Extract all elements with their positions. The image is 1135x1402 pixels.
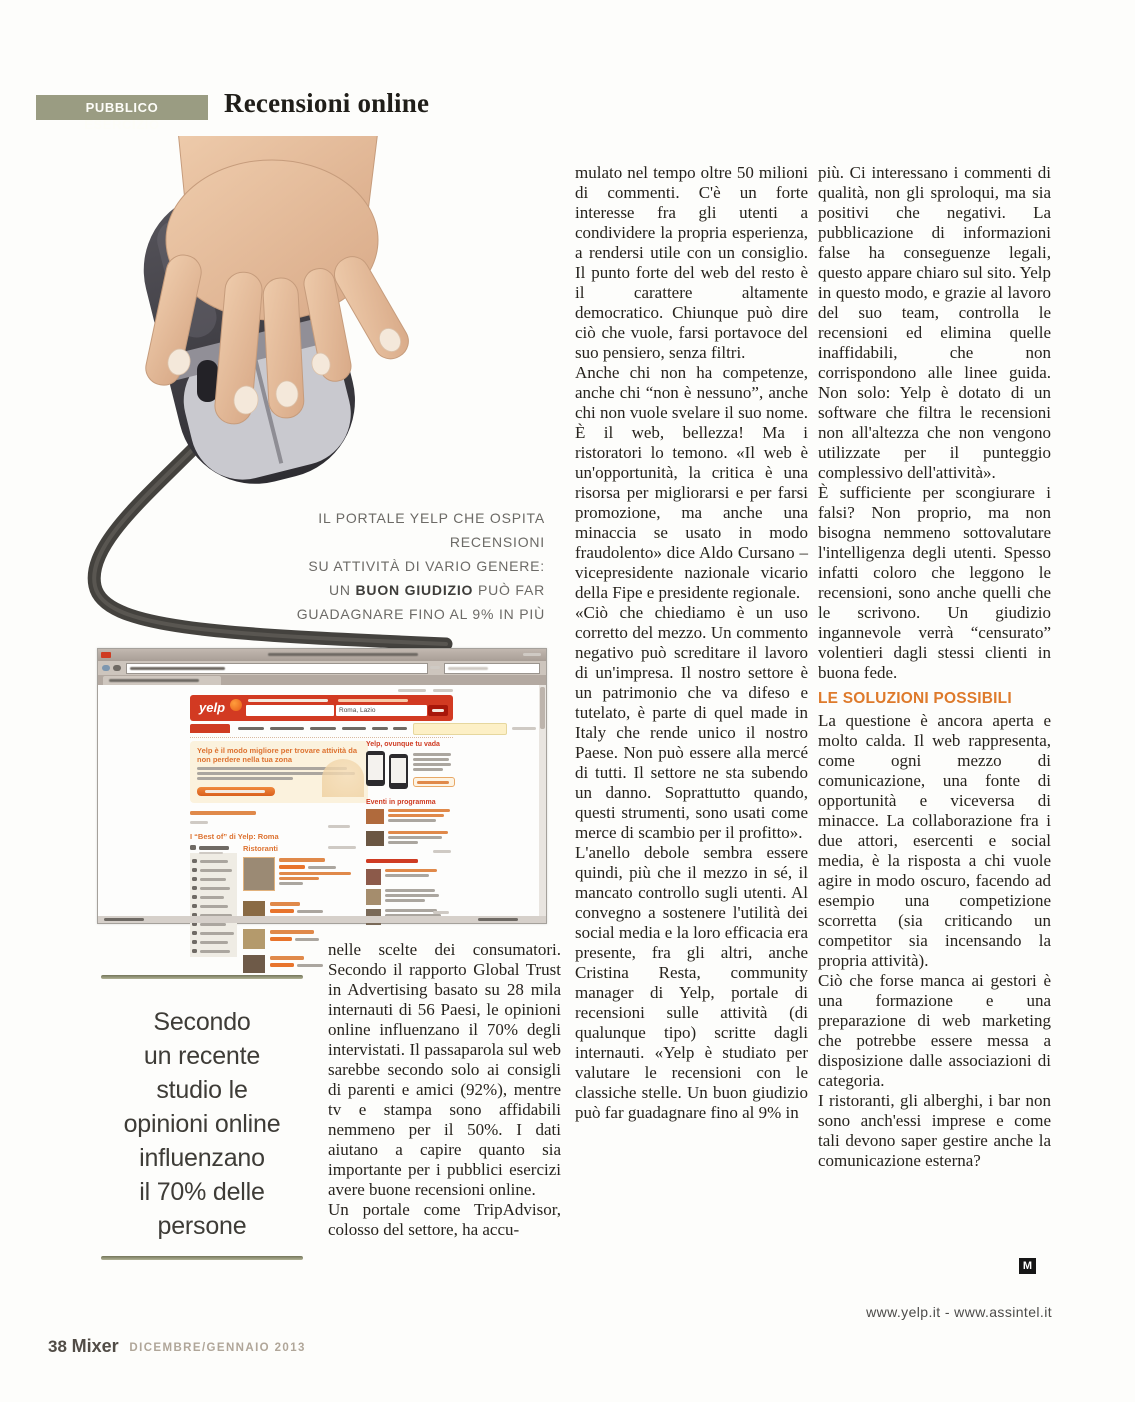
listing-thumbnail [243,857,275,891]
photo-caption [240,506,545,626]
blurred-text [388,831,448,834]
blurred-text [372,727,388,730]
blurred-text [199,846,229,850]
blurred-text [388,841,418,844]
blurred-text [200,932,234,935]
scroll-wheel [197,360,218,402]
blurred-text [512,727,536,730]
blurred-text [270,727,304,730]
blurred-text [268,653,418,656]
blurred-text [130,667,225,670]
pull-quote-rule-top [101,975,303,979]
pull-quote-line: il 70% delle [139,1178,265,1206]
welcome-cta-button [197,787,275,796]
blurred-text [109,679,199,682]
blurred-text [192,940,197,944]
body-paragraph: Anche chi non ha competenze, anche chi “non è nessuno”, anche chi non vuole svelare il suo nome. È il web, bellezza! Ma i ristoratori lo temono. «Il web è un'opportunità, la critica è una risorsa per migliorarsi e per farsi promozione, ma anche una minaccia se usato in modo fraudolento» dice Aldo Cursano – vicepresidente nazionale vicario della Fipe e presidente regionale. [575,363,808,602]
browser-tab [103,676,221,685]
blurred-text [200,950,230,953]
blurred-text [433,911,449,914]
blurred-text [297,964,323,967]
event-thumbnail [366,809,384,824]
blurred-text [113,665,121,671]
blurred-text [192,868,197,872]
blurred-text [190,845,196,850]
blurred-text [270,963,294,967]
caption-line: PUÒ FAR [473,582,545,598]
blurred-text [279,865,305,869]
welcome-illustration [322,759,364,797]
pull-quote-line: persone [157,1212,247,1240]
blurred-text [448,667,488,670]
best-of-heading: I “Best of” di Yelp: Roma [190,832,279,841]
blurred-text [385,909,437,912]
blurred-text [200,923,226,926]
body-paragraph: Un portale come TripAdvisor, colosso del settore, ha accu- [328,1200,561,1239]
blurred-text [192,895,197,899]
pull-quote-line: un recente [143,1042,261,1070]
yelp-welcome-box [190,741,368,803]
blurred-text [308,866,336,869]
events-heading: Eventi in programma [366,799,436,806]
blurred-text [200,878,226,881]
blurred-text [413,763,451,766]
blurred-text [338,699,408,702]
browser-status-bar [98,916,546,923]
yelp-header [190,695,453,721]
blurred-text [388,814,444,817]
blurred-text [200,905,228,908]
browser-tab-bar [98,675,546,685]
section-kicker-badge: PUBBLICO ESERCIZIO [36,95,208,120]
blurred-text [328,825,350,828]
blurred-text [200,887,230,890]
body-paragraph: I ristoranti, gli alberghi, i bar non sono anch'essi imprese e come tali devono saper gestire anche la comunicazione esterna? [818,1091,1051,1170]
listing-thumbnail [243,929,265,949]
blurred-text [432,709,444,712]
blurred-text [310,727,336,730]
yelp-logo: yelp [199,700,226,715]
blurred-text [270,930,314,934]
blurred-text [192,859,197,863]
blurred-text [413,753,451,756]
body-column-1 [328,940,561,1240]
blurred-text [205,790,265,793]
footer-websites: www.yelp.it - www.assintel.it [866,1304,1052,1320]
blurred-text [192,886,197,890]
blurred-text [192,949,197,953]
body-column-3 [818,163,1051,1171]
blurred-text [398,689,426,692]
browser-address-bar [98,661,546,675]
blurred-text [433,689,453,692]
blurred-text [238,727,264,730]
blurred-text [279,872,351,875]
blurred-text [192,877,197,881]
footer-folio [48,1336,306,1358]
blurred-text [279,882,303,885]
body-paragraph: «Ciò che chiediamo è un uso corretto del mezzo. Un commento negativo può screditare il lavoro di un'impresa. Il nostro settore è un patrimonio che va difeso e tutelato, è parte di quel made in Italy che rende unico il nostro Paese. Non può essere alla mercé di tutti. Il settore ne sta subendo un danno. Soprattutto quando, questi strumenti, sono usati come merce di scambio per il profitto». [575,603,808,842]
blurred-text [385,894,439,897]
pull-quote-line: opinioni online [123,1110,281,1138]
blurred-text [192,904,197,908]
reviewer-avatar [366,889,381,905]
blurred-text [199,852,223,854]
blurred-text [388,836,442,839]
page-number: 38 [48,1337,67,1356]
body-paragraph: L'anello debole sembra essere quindi, più che il mezzo in sé, il mancato controllo sugli utenti. Al convegno a sostenere l'utilità dei social media e la loro efficacia era presente, fra gli altri, anche Cristina Resta, community manager di Yelp, portale di recensioni sulle attività (di qualunque tipo) scritte dagli internauti. «Yelp è studiato per valutare le recensioni con le classiche stelle. Un buon giudizio può far guadagnare fino al 9% in [575,843,808,1122]
browser-scrollbar [539,685,546,916]
pull-quote-text [101,1005,303,1243]
blurred-text [270,937,292,941]
left-section-heading [190,811,256,815]
blurred-text [190,821,208,824]
blurred-text [385,899,425,902]
caption-line: SU ATTIVITÀ DI VARIO GENERE: [308,558,545,574]
yelp-location-input: Roma, Lazio [336,705,427,716]
end-of-article-mark: M [1019,1258,1036,1274]
body-paragraph: nelle scelte dei consumatori. Secondo il rapporto Global Trust in Advertising basato su 28 mila internauti di 56 Paesi, le opinioni online influenzano il 70% degli intervistati. Il passaparola sul web sarebbe secondo solo ai consigli di parenti e amici (92%), mentre tv e stampa sono affidabili nemmeno per il 50%. I dati aiutano a capire quanto sia importante per i pubblici esercizi avere buone recensioni online. [328,940,561,1199]
listing-thumbnail [243,955,265,973]
blurred-text [295,938,319,941]
body-paragraph: mulato nel tempo oltre 50 milioni di commenti. C'è un forte interesse fra gli utenti a condividere la propria esperienza, a rendersi utile con un consiglio. Il punto forte del web del resto è il carattere altamente democratico. Chiunque può dire ciò che vuole, farsi portavoce del suo pensiero, senza filtri. [575,163,808,362]
blurred-text [104,918,144,921]
event-thumbnail [366,831,384,846]
pull-quote-rule-bottom [101,1256,303,1260]
issue-date: DICEMBRE/GENNAIO 2013 [129,1342,306,1354]
dotted-divider [190,737,453,738]
yelp-nav-tab-active [190,724,230,733]
caption-line: IL PORTALE YELP CHE OSPITA RECENSIONI [318,510,545,550]
blurred-text [200,896,224,899]
iphone-image [389,754,408,789]
blurred-text [328,846,356,849]
blurred-text [279,858,325,862]
blurred-text [388,809,450,812]
blurred-text [430,666,440,669]
body-paragraph: Ciò che forse manca ai gestori è una formazione e una preparazione di web marketing che potrebbe essere messa a disposizione dalle associazioni di categoria. [818,971,1051,1090]
browser-title-bar [98,649,546,661]
blurred-text [192,931,197,935]
blurred-text [200,869,232,872]
reviewer-avatar [366,869,381,885]
blurred-text [197,777,293,780]
blurred-text [342,727,366,730]
pull-quote-line: Secondo [153,1008,251,1036]
pull-quote [101,975,303,1243]
yelp-burst-icon [230,699,242,711]
blurred-text [248,699,328,702]
address-url-field [126,663,428,674]
body-paragraph: La questione è ancora aperta e molto calda. Il web rappresenta, come ogni mezzo di comunicazione, una fonte di opportunità e viceversa di minacce. La collaborazione fra i due attori, esercenti e social media, è la risposta a chi vuole agire in modo oscuro, facendo ad esempio una competizione scorretta (sia criticando un competitor sia incensando la propria attività). [818,711,1051,970]
blurred-text [478,918,518,921]
blurred-text [200,941,228,944]
caption-line: GUADAGNARE FINO AL 9% IN PIÙ [296,606,545,622]
magazine-name: Mixer [71,1336,119,1356]
yelp-tip-bar [413,723,507,735]
blurred-text [388,819,436,822]
yelp-search-button [428,705,448,716]
yelp-browser-screenshot [97,648,547,924]
blurred-text [279,877,319,880]
pull-quote-line: studio le [156,1076,248,1104]
iphone-image [366,751,385,786]
body-column-2 [575,163,808,1123]
article-title: Recensioni online [224,88,430,118]
blurred-text [270,909,294,913]
pull-quote-line: influenzano [139,1144,265,1172]
blurred-text [270,902,300,906]
blurred-text [385,874,429,877]
blurred-text [297,910,323,913]
app-promo-heading: Yelp, ovunque tu vada [366,741,440,748]
caption-line: UN [329,582,356,598]
listings-heading: Ristoranti [243,844,279,853]
caption-bold: BUON GIUDIZIO [355,582,474,598]
blurred-text [433,850,451,853]
app-link-button [413,777,455,787]
blurred-text [393,727,407,730]
body-paragraph: È sufficiente per scongiurare i falsi? Non proprio, ma non bisogna nemmeno sottovalutare l'intelligenza degli utenti. Spesso infatti coloro che leggono le recensioni, sono anche quelli che le scrivono. Un giudizio ingannevole verrà “censurato” volentieri dagli stessi clienti in buona fede. [818,483,1051,682]
blurred-text [385,869,437,872]
blurred-text [270,956,304,960]
body-paragraph: più. Ci interessano i commenti di qualità, non gli sproloqui, ma sia positivi che negativi. La pubblicazione di informazioni false ha conseguenze legali, questo appare chiaro sul sito. Yelp in questo modo, e grazie al lavoro del suo team, controlla le recensioni ed elimina quelle inaffidabili, che non corrispondono alle linee guida. Non solo: Yelp è dotato di un software che filtra le recensioni non all'altezza che non vengono utilizzate per il punteggio complessivo dell'attività». [818,163,1051,482]
blurred-text [413,768,443,771]
blurred-text [102,665,110,671]
blurred-text [417,781,449,784]
reviews-heading [366,859,418,863]
blurred-text [523,653,541,656]
section-subheading: LE SOLUZIONI POSSIBILI [818,690,1012,707]
blurred-text [413,758,449,761]
yelp-welcome-title: Yelp è il modo migliore per trovare attività da non perdere nella tua zona [197,746,358,764]
blurred-text [101,652,111,658]
browser-search-field [444,663,540,674]
blurred-text [200,860,228,863]
blurred-text [385,889,435,892]
yelp-search-input [246,705,334,716]
